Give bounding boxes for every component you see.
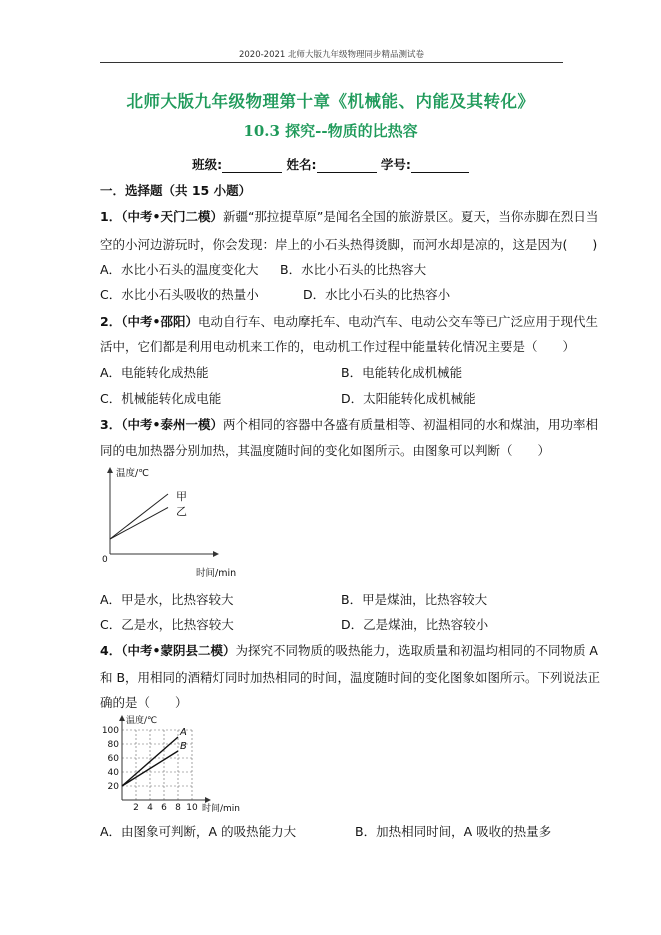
q3-line1 (100, 415, 598, 433)
q4-x-tick-10: 10 (186, 803, 198, 813)
q3-series-label-1: 甲 (176, 490, 187, 503)
id-label: 学号: (380, 157, 411, 172)
q4-x-label: 时间/min (202, 804, 241, 814)
q4-option-b[interactable]: B．加热相同时间，A 吸收的热量多 (355, 824, 552, 839)
q4-y-tick-20: 20 (107, 782, 119, 792)
q2-number: 2． (100, 314, 122, 329)
q4-chart (98, 712, 258, 816)
q1-number: 1． (100, 209, 122, 224)
q3-text1: 两个相同的容器中各盛有质量相等、初温相同的水和煤油，用功率相 (222, 417, 598, 432)
q1-option-a[interactable]: A．水比小石头的温度变化大 (100, 262, 259, 277)
q1-option-b[interactable]: B．水比小石头的比热容大 (280, 262, 427, 277)
q2-option-a[interactable]: A．电能转化成热能 (100, 365, 209, 380)
q4-series-label-A: A (180, 727, 187, 738)
q1-text1: 新疆“那拉提草原”是闻名全国的旅游景区。夏天，当你赤脚在烈日当 (222, 209, 599, 224)
page-header: 2020-2021 北师大版九年级物理同步精品测试卷 (238, 50, 425, 60)
document-title: 北师大版九年级物理第十章《机械能、内能及其转化》 (126, 92, 535, 111)
q2-option-c[interactable]: C．机械能转化成电能 (100, 391, 222, 406)
q4-x-tick-6: 6 (161, 803, 167, 813)
q4-number: 4． (100, 643, 122, 658)
q4-series-line-B (122, 751, 178, 786)
id-blank[interactable] (411, 158, 469, 173)
q4-y-tick-60: 60 (107, 754, 119, 764)
class-blank[interactable] (222, 158, 282, 173)
q4-series-label-B: B (180, 741, 187, 752)
q4-source: （中考•蒙阴县二模） (121, 643, 236, 658)
q3-option-b[interactable]: B．甲是煤油，比热容较大 (341, 592, 488, 607)
q3-series-line-1 (110, 494, 168, 539)
q4-y-tick-100: 100 (101, 726, 119, 736)
q3-option-d[interactable]: D．乙是煤油，比热容较小 (341, 617, 489, 632)
name-blank[interactable] (317, 158, 377, 173)
q3-y-label: 温度/℃ (116, 468, 149, 479)
q2-option-d[interactable]: D．太阳能转化成机械能 (341, 391, 476, 406)
q3-source: （中考•泰州一模） (121, 417, 223, 432)
q1-option-d[interactable]: D．水比小石头的比热容小 (303, 287, 451, 302)
q4-line2: 和 B，用相同的酒精灯同时加热相同的时间，温度随时间的变化图象如图所示。下列说法正 (100, 670, 601, 685)
q3-series-label-2: 乙 (176, 505, 187, 518)
q2-line2: 活中，它们都是利用电动机来工作的，电动机工作过程中能量转化情况主要是（ ） (100, 339, 576, 354)
q4-x-tick-8: 8 (175, 803, 181, 813)
q1-line1 (100, 207, 598, 225)
q3-chart (98, 462, 258, 580)
q4-line1 (100, 641, 598, 659)
q3-line2: 同的电加热器分别加热，其温度随时间的变化如图所示。由图象可以判断（ ） (100, 443, 551, 458)
header-rule (100, 62, 563, 63)
q1-line2: 空的小河边游玩时，你会发现：岸上的小石头热得烫脚，而河水却是凉的，这是因为( ) (100, 237, 598, 252)
document-subtitle: 10.3 探究--物质的比热容 (243, 122, 418, 140)
q3-number: 3． (100, 417, 122, 432)
q2-source: （中考•邵阳） (121, 314, 198, 329)
student-info-line (0, 155, 661, 173)
q2-text1: 电动自行车、电动摩托车、电动汽车、电动公交车等已广泛应用于现代生 (197, 314, 598, 329)
q4-y-tick-80: 80 (107, 740, 119, 750)
q2-line1 (100, 312, 598, 330)
q4-option-a[interactable]: A．由图象可判断，A 的吸热能力大 (100, 824, 297, 839)
q4-x-tick-2: 2 (133, 803, 139, 813)
q3-option-c[interactable]: C．乙是水，比热容较大 (100, 617, 234, 632)
q3-x-label: 时间/min (196, 568, 237, 579)
q4-line3: 确的是（ ） (100, 695, 188, 710)
name-label: 姓名: (286, 157, 317, 172)
class-label: 班级: (192, 157, 223, 172)
q4-text1: 为探究不同物质的吸热能力，选取质量和初温均相同的不同物质 A (235, 643, 598, 658)
q3-origin-label: 0 (102, 555, 108, 565)
q1-option-c[interactable]: C．水比小石头吸收的热量小 (100, 287, 259, 302)
q4-x-tick-4: 4 (147, 803, 153, 813)
q1-source: （中考•天门二模） (121, 209, 223, 224)
q2-option-b[interactable]: B．电能转化成机械能 (341, 365, 463, 380)
section-heading: 一．选择题（共 15 小题） (100, 183, 252, 198)
q3-series-line-2 (110, 508, 168, 540)
q4-y-label: 温度/℃ (126, 716, 158, 726)
q3-option-a[interactable]: A．甲是水，比热容较大 (100, 592, 234, 607)
q4-y-tick-40: 40 (107, 768, 119, 778)
